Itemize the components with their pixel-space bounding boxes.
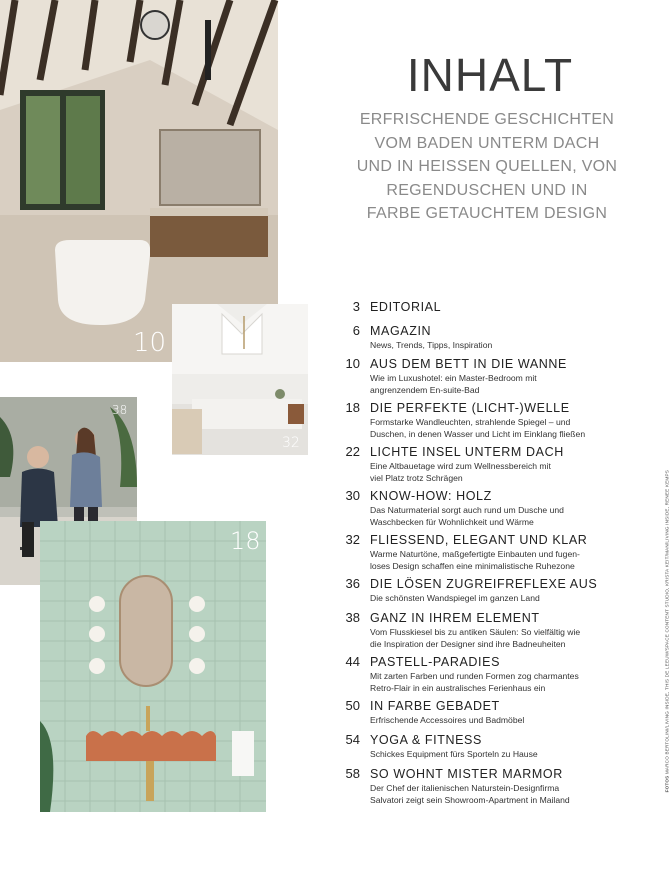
photo-credits — [664, 470, 669, 792]
toc-title: DIE PERFEKTE (LICHT-)WELLE — [370, 401, 570, 415]
table-of-contents — [326, 299, 656, 810]
photo-page-number: 32 — [282, 435, 300, 451]
toc-description: Erfrischende Accessoires und Badmöbel — [370, 715, 525, 725]
photo-page-number: 10 — [133, 328, 167, 358]
toc-description: loses Design schaffen eine minimalistische Ruhezone — [370, 560, 575, 571]
toc-description: Vom Flusskiesel bis zu antiken Säulen: So vielfältig wie — [370, 627, 581, 637]
toc-description: Duschen, in denen Wasser und Licht im Einklang fließen — [370, 428, 586, 439]
toc-title: DIE LÖSEN ZUGREIFREFLEXE AUS — [370, 577, 598, 591]
toc-title: YOGA & FITNESS — [370, 733, 482, 747]
toc-page-number: 38 — [345, 610, 360, 625]
toc-entry[interactable] — [326, 400, 656, 442]
toc-description: Das Naturmaterial sorgt auch rund um Dusche und — [370, 505, 564, 515]
toc-description: Eine Altbauetage wird zum Wellnessbereich mit — [370, 461, 551, 471]
toc-title: SO WOHNT MISTER MARMOR — [370, 767, 563, 781]
toc-title: MAGAZIN — [370, 324, 432, 338]
page-title: INHALT — [406, 49, 574, 101]
photo-page-number: 18 — [230, 527, 261, 555]
toc-entry[interactable] — [326, 654, 656, 696]
toc-title: IN FARBE GEBADET — [370, 699, 500, 713]
subtitle-line: ERFRISCHENDE GESCHICHTEN — [359, 111, 615, 128]
toc-page-number: 32 — [345, 532, 360, 547]
toc-page-number: 50 — [345, 698, 360, 713]
toc-description: viel Platz trotz Schrägen — [370, 472, 463, 483]
toc-description: angrenzendem En-suite-Bad — [370, 384, 480, 395]
subtitle-line: FARBE GETAUCHTEM DESIGN — [366, 205, 608, 222]
toc-title: FLIESSEND, ELEGANT UND KLAR — [370, 533, 588, 547]
toc-entry[interactable] — [326, 488, 656, 530]
credits-label: FOTOS — [664, 775, 669, 793]
toc-entry[interactable] — [326, 356, 656, 398]
toc-description: Waschbecken für Wohnlichkeit und Wärme — [370, 516, 534, 527]
toc-page-number: 10 — [345, 356, 360, 371]
toc-page-number: 44 — [345, 654, 360, 669]
green-tiled-bathroom-image — [40, 521, 266, 812]
toc-title: KNOW-HOW: HOLZ — [370, 489, 492, 503]
toc-entry[interactable] — [326, 444, 656, 486]
white-bathroom-image — [172, 304, 308, 455]
toc-entry[interactable] — [326, 576, 656, 608]
toc-page-number: 30 — [345, 488, 360, 503]
photo-white-bathroom — [172, 304, 308, 455]
toc-title: AUS DEM BETT IN DIE WANNE — [370, 357, 567, 371]
toc-entry[interactable] — [326, 299, 656, 321]
toc-title: PASTELL-PARADIES — [370, 655, 501, 669]
toc-description: Schickes Equipment fürs Sporteln zu Hause — [370, 749, 538, 759]
toc-title: GANZ IN IHREM ELEMENT — [370, 611, 540, 625]
toc-page-number: 6 — [352, 323, 360, 338]
toc-entry[interactable] — [326, 610, 656, 652]
photo-page-number: 38 — [112, 403, 128, 417]
page-subtitle — [322, 108, 652, 226]
toc-page-number: 22 — [345, 444, 360, 459]
toc-page-number: 18 — [345, 400, 360, 415]
photo-green-tiled-bathroom — [40, 521, 266, 812]
subtitle-line: VOM BADEN UNTERM DACH — [374, 134, 600, 152]
toc-description: Die schönsten Wandspiegel im ganzen Land — [370, 593, 540, 603]
toc-page-number: 58 — [345, 766, 360, 781]
toc-entry[interactable] — [326, 766, 656, 808]
subtitle-line: REGENDUSCHEN UND IN — [386, 181, 588, 199]
toc-description: Der Chef der italienischen Naturstein-Designfirma — [370, 783, 560, 793]
toc-title: EDITORIAL — [370, 300, 442, 314]
toc-description: Warme Naturtöne, maßgefertigte Einbauten und fugen- — [370, 549, 580, 559]
credits-text: MARCO BERTOLINI/LIVING INSIDE, THIS DE LEEUW/SPACE CONTENT STUDIO, KRISTA KEIT/MAN/LIVING INSIDE, RENEE KEMPS — [664, 470, 669, 775]
toc-page-number: 3 — [352, 299, 360, 314]
toc-page-number: 36 — [345, 576, 360, 591]
toc-page-number: 54 — [345, 732, 360, 747]
toc-description: Wie im Luxushotel: ein Master-Bedroom mit — [370, 373, 537, 383]
toc-description: Mit zarten Farben und runden Formen zog charmantes — [370, 671, 579, 681]
toc-description: Formstarke Wandleuchten, strahlende Spiegel – und — [370, 417, 571, 427]
toc-entry[interactable] — [326, 532, 656, 574]
toc-description: News, Trends, Tipps, Inspiration — [370, 340, 493, 350]
toc-description: Retro-Flair in ein australisches Ferienhaus ein — [370, 682, 546, 693]
toc-entry[interactable] — [326, 698, 656, 730]
toc-description: die Inspiration der Designer sind ihre Badneuheiten — [370, 638, 566, 649]
toc-entry[interactable] — [326, 732, 656, 764]
toc-title: LICHTE INSEL UNTERM DACH — [370, 445, 564, 459]
toc-description: Salvatori zeigt sein Showroom-Apartment in Mailand — [370, 794, 570, 805]
subtitle-line: UND IN HEISSEN QUELLEN, VON — [356, 158, 618, 175]
toc-entry[interactable] — [326, 323, 656, 354]
